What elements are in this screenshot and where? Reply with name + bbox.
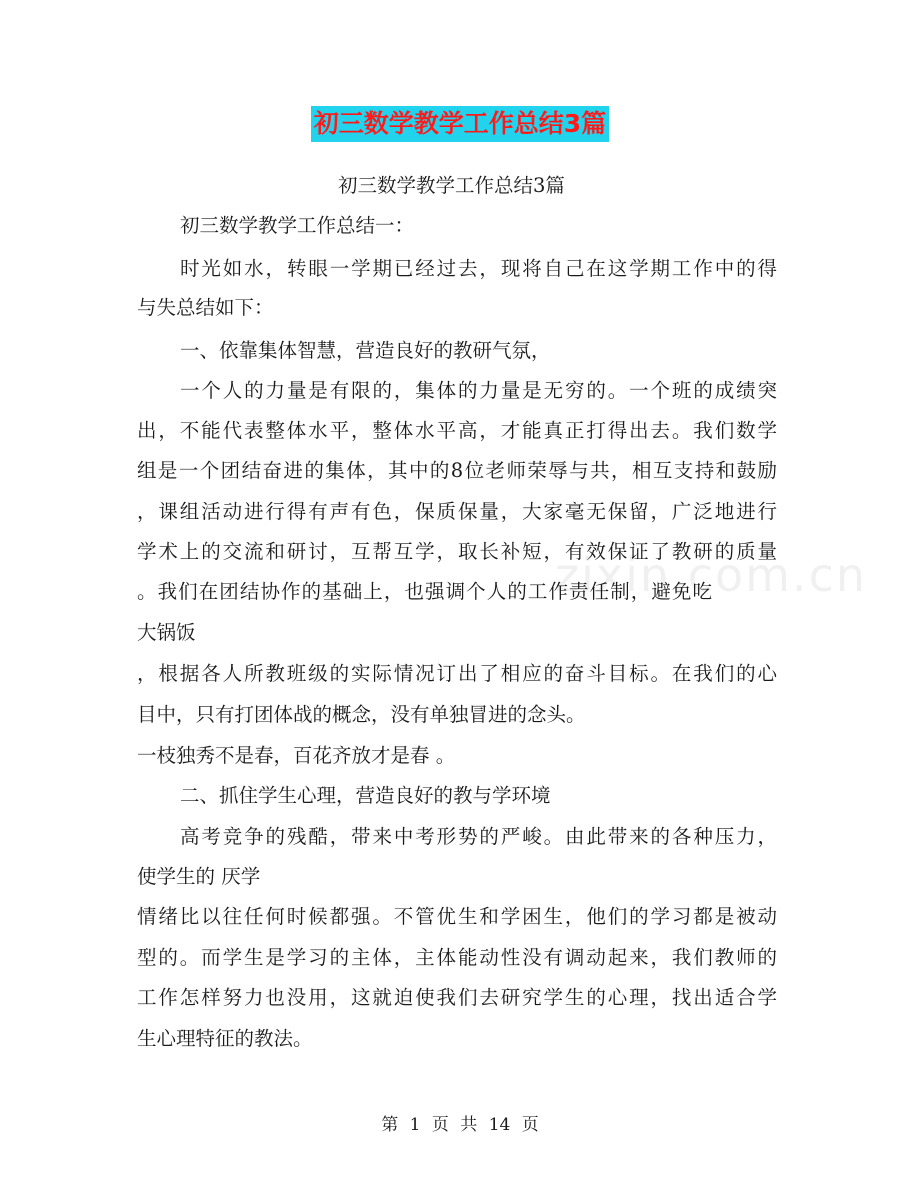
paragraph-line: 高考竞争的残酷，带来中考形势的严峻。由此带来的各种压力， xyxy=(180,825,777,848)
paragraph-line: 使学生的 厌学 xyxy=(137,865,261,888)
paragraph-line: 一个人的力量是有限的，集体的力量是无穷的。一个班的成绩突 xyxy=(180,379,777,402)
paragraph-line: 大锅饭 xyxy=(137,621,196,644)
paragraph-line: 工作怎样努力也没用，这就迫使我们去研究学生的心理，找出适合学 xyxy=(137,986,777,1009)
page-footer: 第 1 页 共 14 页 xyxy=(381,1115,539,1135)
document-title: 初三数学教学工作总结3篇 xyxy=(311,106,609,142)
paragraph-line: 型的。而学生是学习的主体，主体能动性没有调动起来，我们教师的 xyxy=(137,946,777,969)
watermark: zixin.com.cn xyxy=(555,548,868,602)
paragraph-line: 生心理特征的教法。 xyxy=(137,1027,313,1050)
paragraph-line: ，课组活动进行得有声有色，保质保量，大家毫无保留，广泛地进行 xyxy=(137,500,777,523)
heading-line: 一、依靠集体智慧，营造良好的教研气氛， xyxy=(180,339,551,362)
paragraph-line: ，根据各人所教班级的实际情况订出了相应的奋斗目标。在我们的心 xyxy=(137,662,777,685)
paragraph-line: 组是一个团结奋进的集体，其中的8位老师荣辱与共，相互支持和鼓励 xyxy=(137,459,777,482)
section-heading: 初三数学教学工作总结一： xyxy=(180,214,415,237)
heading-line: 二、抓住学生心理，营造良好的教与学环境 xyxy=(180,784,551,807)
paragraph-line: 时光如水，转眼一学期已经过去，现将自己在这学期工作中的得 xyxy=(180,257,777,280)
paragraph-line: 一枝独秀不是春，百花齐放才是春 。 xyxy=(137,744,456,767)
document-subtitle: 初三数学教学工作总结3篇 xyxy=(338,174,565,197)
paragraph-line: 出，不能代表整体水平，整体水平高，才能真正打得出去。我们数学 xyxy=(137,419,777,442)
paragraph-line: 目中，只有打团体战的概念，没有单独冒进的念头。 xyxy=(137,703,586,726)
paragraph-line: 。我们在团结协作的基础上，也强调个人的工作责任制，避免吃 xyxy=(137,580,712,603)
paragraph-line: 情绪比以往任何时候都强。不管优生和学困生，他们的学习都是被动 xyxy=(137,905,777,928)
paragraph-line: 学术上的交流和研讨，互帮互学，取长补短，有效保证了教研的质量 xyxy=(137,540,777,563)
title-row xyxy=(0,106,920,142)
paragraph-line: 与失总结如下： xyxy=(137,296,274,319)
